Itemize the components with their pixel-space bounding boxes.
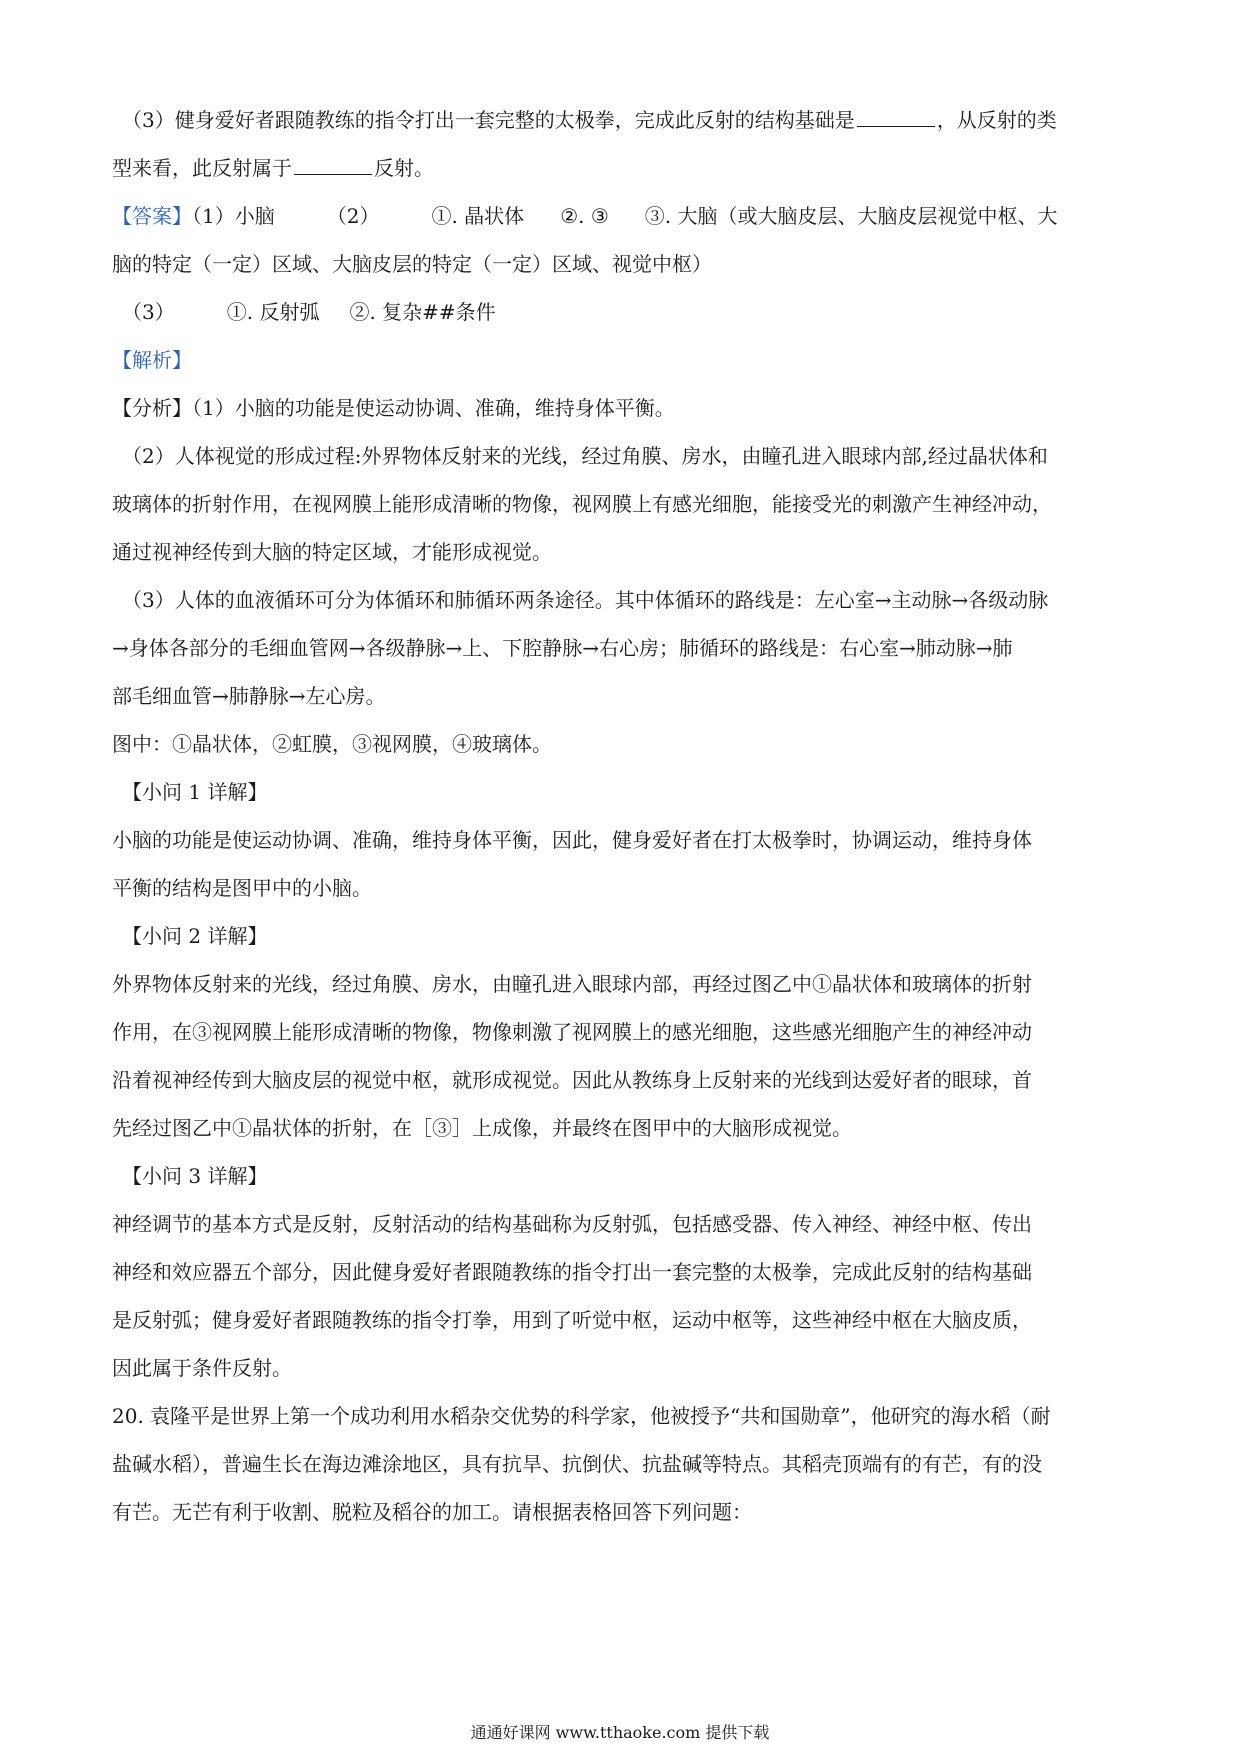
answer-line-1: 【答案】（1）小脑 （2） ①. 晶状体 ②. ③ ③. 大脑（或大脑皮层、大脑皮层视觉中枢、大 (112, 204, 1058, 228)
sub-question-3-line-4: 因此属于条件反射。 (112, 1356, 292, 1380)
sub-question-2-line-2: 作用，在③视网膜上能形成清晰的物像，物像刺激了视网膜上的感光细胞，这些感光细胞产生的神经冲动 (112, 1020, 1032, 1044)
analysis-p2-line-2: 玻璃体的折射作用，在视网膜上能形成清晰的物像，视网膜上有感光细胞，能接受光的刺激产生神经冲动， (112, 492, 1052, 516)
sub-question-2-line-1: 外界物体反射来的光线，经过角膜、房水，由瞳孔进入眼球内部，再经过图乙中①晶状体和玻璃体的折射 (112, 972, 1032, 996)
sub-question-1-title: 【小问 1 详解】 (122, 780, 268, 804)
answer-line-3: （3） ①. 反射弧 ②. 复杂##条件 (122, 300, 496, 324)
page-footer: 通通好课网 www.tthaoke.com 提供下载 (470, 1723, 770, 1742)
page-content (112, 96, 1132, 1536)
analysis-p2-line-1: （2）人体视觉的形成过程:外界物体反射来的光线，经过角膜、房水，由瞳孔进入眼球内部,经过晶状体和 (122, 444, 1048, 468)
analysis-fenxi: 【分析】（1）小脑的功能是使运动协调、准确，维持身体平衡。 (112, 396, 675, 420)
answer-line-2: 脑的特定（一定）区域、大脑皮层的特定（一定）区域、视觉中枢） (112, 252, 712, 276)
question-19-3-line-1: （3）健身爱好者跟随教练的指令打出一套完整的太极拳，完成此反射的结构基础是 ，从反射的类 (112, 96, 1132, 144)
sub-question-3-line-2: 神经和效应器五个部分，因此健身爱好者跟随教练的指令打出一套完整的太极拳，完成此反射的结构基础 (112, 1260, 1032, 1284)
answer-blank-1 (857, 104, 935, 127)
answer-label: 【答案】 (112, 204, 192, 228)
sub-question-3-line-3: 是反射弧；健身爱好者跟随教练的指令打拳，用到了听觉中枢，运动中枢等，这些神经中枢在大脑皮质， (112, 1308, 1032, 1332)
analysis-figure-legend: 图中：①晶状体，②虹膜，③视网膜，④玻璃体。 (112, 732, 552, 756)
sub-question-2-line-4: 先经过图乙中①晶状体的折射，在［③］上成像，并最终在图甲中的大脑形成视觉。 (112, 1116, 852, 1140)
analysis-p3-line-1: （3）人体的血液循环可分为体循环和肺循环两条途径。其中体循环的路线是：左心室→主动脉→各级动脉 (122, 588, 1049, 612)
answer-blank-2 (294, 152, 372, 175)
sub-question-1-line-2: 平衡的结构是图甲中的小脑。 (112, 876, 372, 900)
analysis-p3-line-3: 部毛细血管→肺静脉→左心房。 (112, 684, 386, 708)
sub-question-2-title: 【小问 2 详解】 (122, 924, 268, 948)
sub-question-2-line-3: 沿着视神经传到大脑皮层的视觉中枢，就形成视觉。因此从教练身上反射来的光线到达爱好者的眼球，首 (112, 1068, 1032, 1092)
question-20-line-2: 盐碱水稻），普遍生长在海边滩涂地区，具有抗旱、抗倒伏、抗盐碱等特点。其稻壳顶端有的有芒，有的没 (112, 1452, 1042, 1476)
sub-question-3-title: 【小问 3 详解】 (122, 1164, 268, 1188)
analysis-p2-line-3: 通过视神经传到大脑的特定区域，才能形成视觉。 (112, 540, 552, 564)
question-20-line-1: 20. 袁隆平是世界上第一个成功利用水稻杂交优势的科学家，他被授予“共和国勋章”，他研究的海水稻（耐 (112, 1404, 1051, 1428)
sub-question-3-line-1: 神经调节的基本方式是反射，反射活动的结构基础称为反射弧，包括感受器、传入神经、神经中枢、传出 (112, 1212, 1032, 1236)
analysis-label: 【解析】 (112, 348, 192, 372)
question-19-3-line-2: 型来看，此反射属于 反射。 (112, 144, 1132, 192)
question-20-line-3: 有芒。无芒有利于收割、脱粒及稻谷的加工。请根据表格回答下列问题： (112, 1500, 752, 1524)
analysis-p3-line-2: →身体各部分的毛细血管网→各级静脉→上、下腔静脉→右心房；肺循环的路线是：右心室→肺动脉→肺 (112, 636, 1013, 660)
sub-question-1-line-1: 小脑的功能是使运动协调、准确，维持身体平衡，因此，健身爱好者在打太极拳时，协调运动，维持身体 (112, 828, 1032, 852)
